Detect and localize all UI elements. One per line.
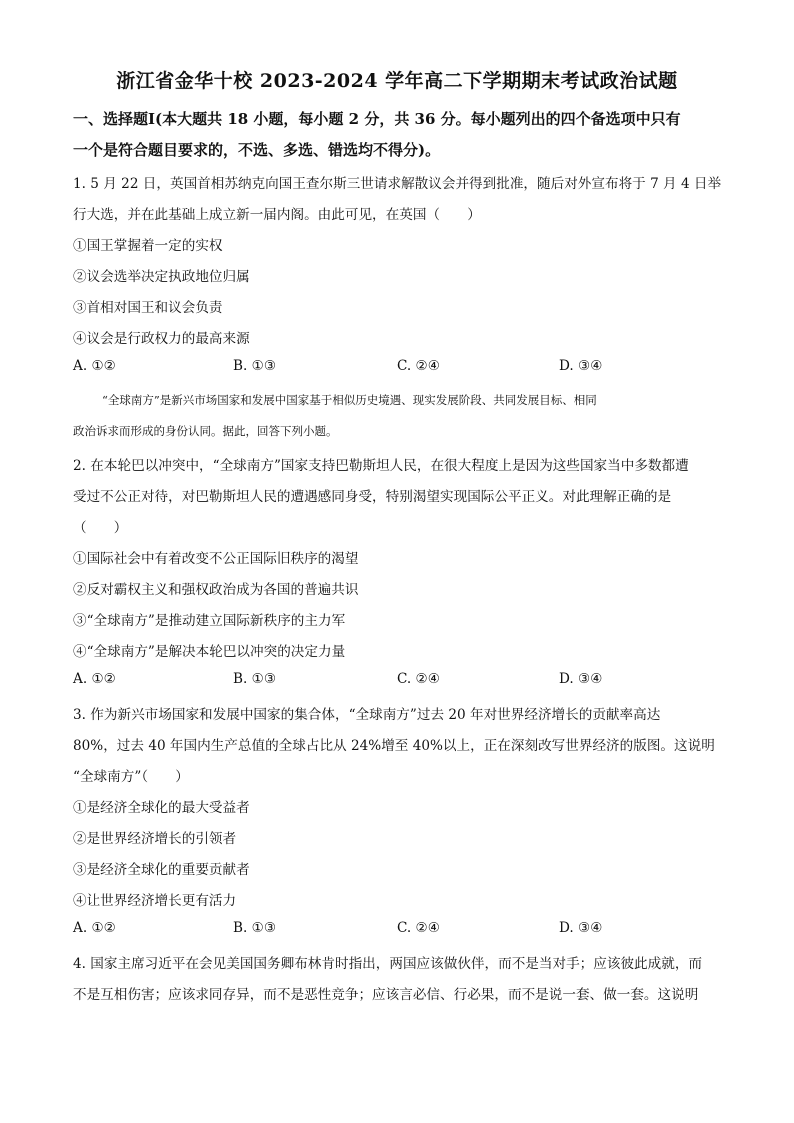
q1-statement-2: ②议会选举决定执政地位归属 <box>73 269 250 285</box>
q2-choices <box>73 671 733 689</box>
q2-choice-a: A. ①② <box>73 671 116 687</box>
document-title: 浙江省金华十校 2023-2024 学年高二下学期期末考试政治试题 <box>116 70 678 92</box>
q3-stem-line-1: 3. 作为新兴市场国家和发展中国家的集合体，“全球南方”过去 20 年对世界经济增长的贡献率高达 <box>73 707 661 723</box>
q1-choices <box>73 358 733 376</box>
q3-statement-3: ③是经济全球化的重要贡献者 <box>73 862 250 878</box>
q3-choice-a: A. ①② <box>73 920 116 936</box>
q2-statement-4: ④“全球南方”是解决本轮巴以冲突的决定力量 <box>73 644 346 660</box>
q1-statement-4: ④议会是行政权力的最高来源 <box>73 331 250 347</box>
q2-statement-2: ②反对霸权主义和强权政治成为各国的普遍共识 <box>73 582 359 598</box>
q3-choice-c: C. ②④ <box>397 920 440 936</box>
q4-stem-line-2: 不是互相伤害；应该求同存异，而不是恶性竞争；应该言必信、行必果，而不是说一套、做一套。这说明 <box>73 987 699 1003</box>
q3-statement-2: ②是世界经济增长的引领者 <box>73 831 237 847</box>
q1-choice-c: C. ②④ <box>397 358 440 374</box>
q1-choice-d: D. ③④ <box>559 358 603 374</box>
q2-stem-line-2: 受过不公正对待，对巴勒斯坦人民的遭遇感同身受，特别渴望实现国际公平正义。对此理解正确的是 <box>73 489 672 505</box>
q2-choice-d: D. ③④ <box>559 671 603 687</box>
q3-stem-line-2: 80%，过去 40 年国内生产总值的全球占比从 24%增至 40%以上，正在深刻改写世界经济的版图。这说明 <box>73 738 715 754</box>
q1-statement-1: ①国王掌握着一定的实权 <box>73 238 223 254</box>
q2-choice-b: B. ①③ <box>233 671 277 687</box>
q3-stem-line-3: “全球南方”（ ） <box>73 769 189 785</box>
q1-choice-a: A. ①② <box>73 358 116 374</box>
q3-statement-4: ④让世界经济增长更有活力 <box>73 893 237 909</box>
material-line-1: “全球南方”是新兴市场国家和发展中国家基于相似历史境遇、现实发展阶段、共同发展目标、相同 <box>102 393 597 407</box>
q3-statement-1: ①是经济全球化的最大受益者 <box>73 800 250 816</box>
q3-choice-d: D. ③④ <box>559 920 603 936</box>
q2-stem-line-3: （ ） <box>73 520 128 536</box>
material-line-2: 政治诉求而形成的身份认同。据此，回答下列小题。 <box>73 424 338 438</box>
q2-choice-c: C. ②④ <box>397 671 440 687</box>
q2-statement-1: ①国际社会中有着改变不公正国际旧秩序的渴望 <box>73 551 359 567</box>
q1-stem-line-1: 1. 5 月 22 日，英国首相苏纳克向国王查尔斯三世请求解散议会并得到批准，随后对外宣布将于 7 月 4 日举 <box>73 176 722 192</box>
q1-statement-3: ③首相对国王和议会负责 <box>73 300 223 316</box>
section-header-line-1: 一、选择题Ⅰ(本大题共 18 小题，每小题 2 分，共 36 分。每小题列出的四个备选项中只有 <box>73 110 681 128</box>
q1-stem-line-2: 行大选，并在此基础上成立新一届内阁。由此可见，在英国（ ） <box>73 207 481 223</box>
q3-choice-b: B. ①③ <box>233 920 277 936</box>
q3-choices <box>73 920 733 938</box>
section-header-line-2: 一个是符合题目要求的，不选、多选、错选均不得分)。 <box>73 141 441 159</box>
q1-choice-b: B. ①③ <box>233 358 277 374</box>
q4-stem-line-1: 4. 国家主席习近平在会见美国国务卿布林肯时指出，两国应该做伙伴，而不是当对手；应该彼此成就，而 <box>73 956 703 972</box>
q2-stem-line-1: 2. 在本轮巴以冲突中，“全球南方”国家支持巴勒斯坦人民，在很大程度上是因为这些国家当中多数都遭 <box>73 458 689 474</box>
q2-statement-3: ③“全球南方”是推动建立国际新秩序的主力军 <box>73 613 346 629</box>
